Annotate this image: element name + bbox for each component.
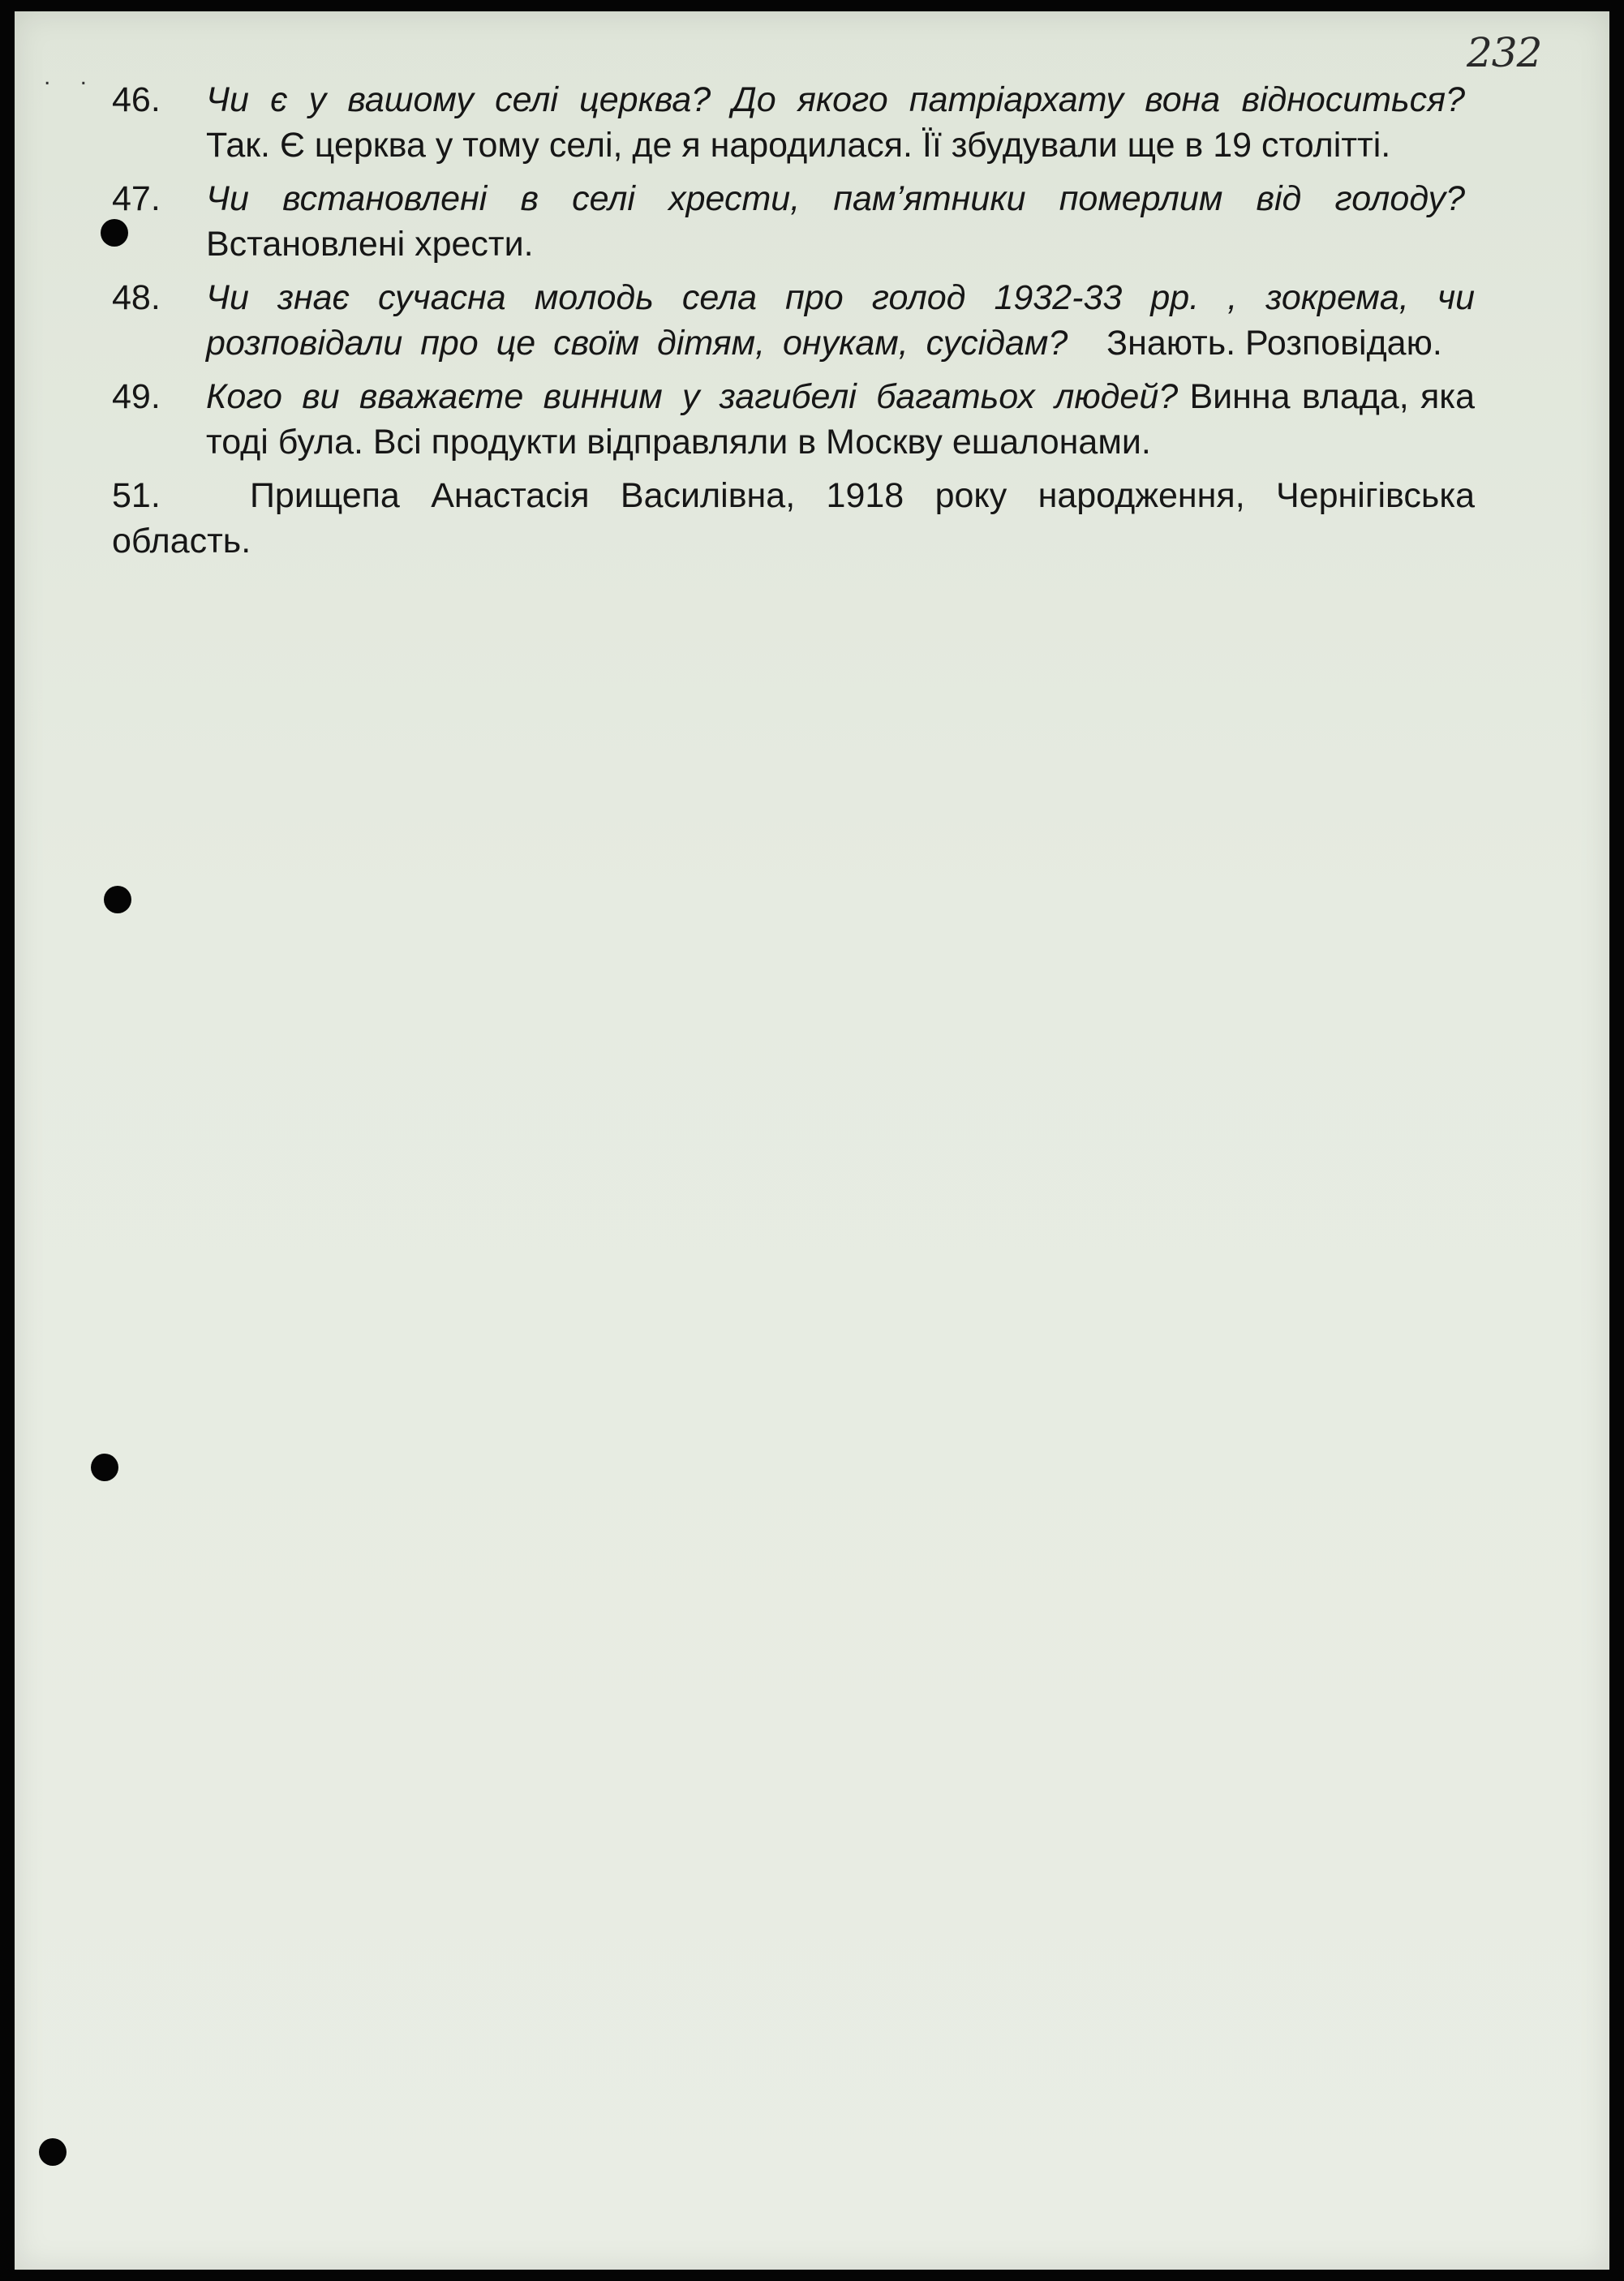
item-number: 48. [112,278,161,317]
item-number: 47. [112,179,161,218]
question-text: Чи знає сучасна молодь села про голод 1932-33 рр. , зокрема, чи розповідали про це своїм дітям, онукам, сусідам? [206,278,1475,363]
corner-mark: . . [44,63,99,90]
question-text: Чи встановлені в селі хрести, пам’ятники померлим від голоду? [206,179,1466,218]
question-text: Кого ви вважаєте винним у загибелі багатьох людей? [206,377,1179,416]
list-item [112,77,1475,168]
list-item [112,176,1475,267]
answer-text: Знають. Розповідаю. [1106,324,1442,363]
item-number: 49. [112,377,161,416]
final-entry-text: Прищепа Анастасія Василівна, 1918 року народження, Чернігівська область. [112,476,1475,561]
document-body [112,77,1475,564]
punch-hole [104,886,131,913]
punch-hole [39,2138,67,2166]
item-body [206,77,1475,168]
final-entry-number: 51. [112,476,161,515]
item-body [206,374,1475,465]
item-number: 46. [112,80,161,119]
question-text: Чи є у вашому селі церква? До якого патріархату вона відноситься? [206,80,1466,119]
item-body [206,275,1475,366]
handwritten-page-number: 232 [1467,29,1542,76]
list-item [112,374,1475,465]
list-item [112,275,1475,366]
answer-text: Винна влада, яка тоді була. Всі продукти відправляли в Москву ешалонами. [206,377,1475,462]
answer-text: Встановлені хрести. [206,225,534,264]
answer-text: Так. Є церква у тому селі, де я народилася. Її збудували ще в 19 столітті. [206,126,1391,165]
item-body [206,176,1475,267]
final-entry [112,473,1475,564]
punch-hole [91,1454,118,1481]
